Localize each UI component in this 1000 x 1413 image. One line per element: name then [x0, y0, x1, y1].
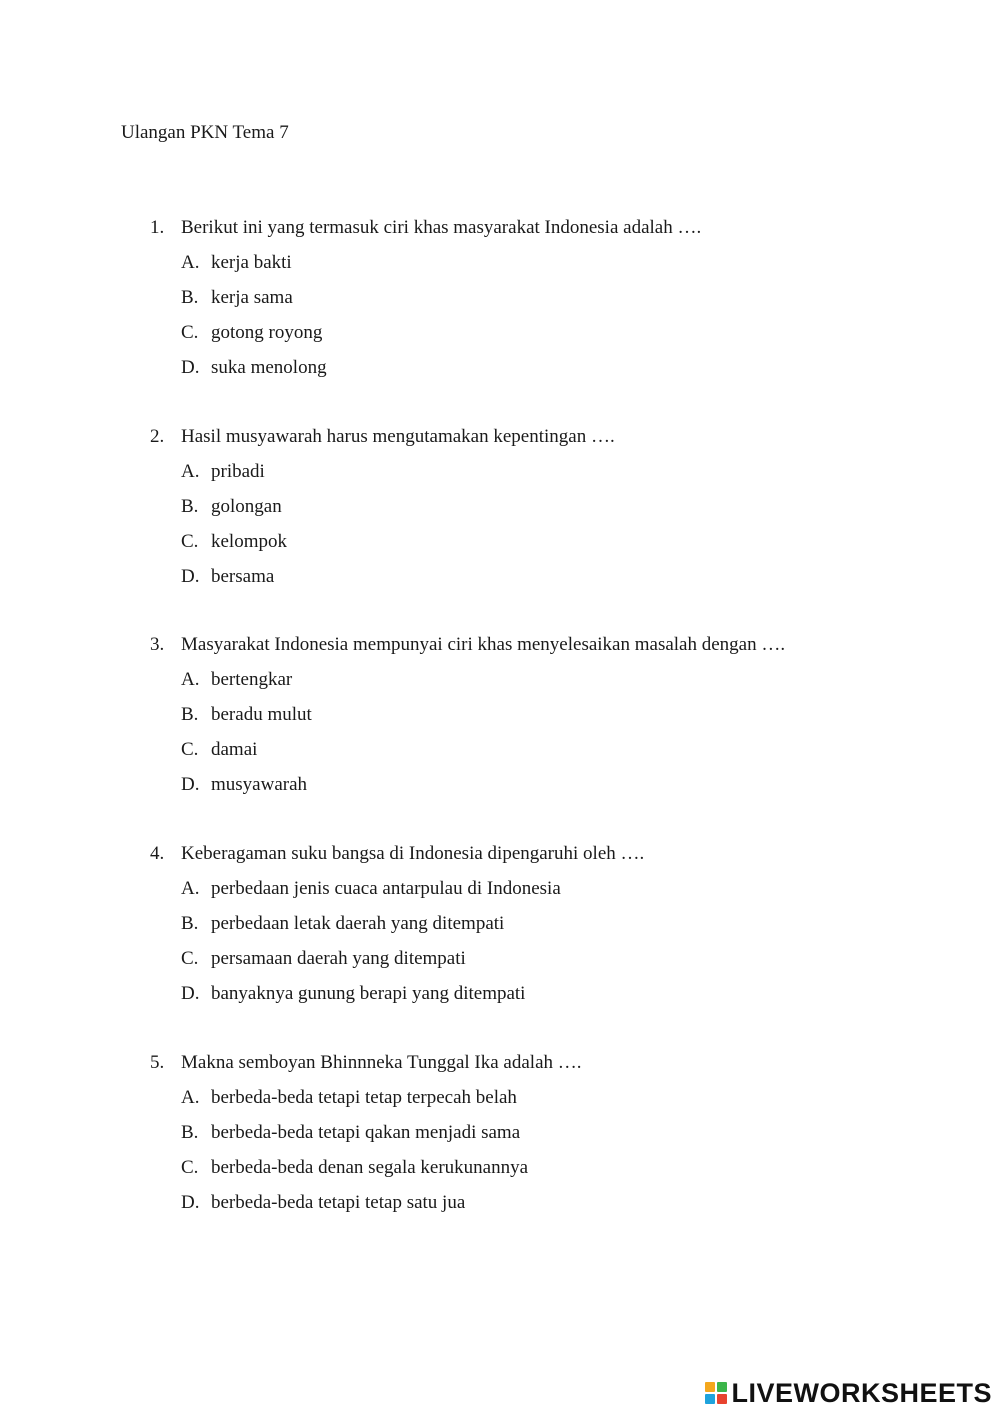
question-3: [150, 633, 910, 797]
question-number: 4.: [150, 843, 165, 864]
option-text: persamaan daerah yang ditempati: [211, 948, 466, 969]
question-number: 5.: [150, 1052, 165, 1073]
question-number: 3.: [150, 634, 165, 655]
options-list: [150, 668, 910, 797]
option-letter: D.: [181, 566, 200, 587]
option-text: gotong royong: [211, 322, 323, 343]
option-text: kerja sama: [211, 287, 293, 308]
option-text: bersama: [211, 566, 275, 587]
option-letter: A.: [181, 669, 200, 690]
option-text: banyaknya gunung berapi yang ditempati: [211, 983, 526, 1004]
option-letter: D.: [181, 774, 200, 795]
option-c[interactable]: [150, 738, 910, 762]
option-letter: C.: [181, 739, 199, 760]
logo-cell-v: [705, 1394, 715, 1404]
option-text: berbeda-beda tetapi tetap terpecah belah: [211, 1087, 517, 1108]
options-list: [150, 1086, 910, 1215]
option-text: musyawarah: [211, 774, 308, 795]
option-a[interactable]: [150, 460, 910, 484]
option-text: perbedaan letak daerah yang ditempati: [211, 913, 505, 934]
option-d[interactable]: [150, 982, 910, 1006]
option-b[interactable]: [150, 912, 910, 936]
question-text: Berikut ini yang termasuk ciri khas masyarakat Indonesia adalah ….: [181, 217, 702, 238]
option-b[interactable]: [150, 495, 910, 519]
option-letter: D.: [181, 357, 200, 378]
logo-cell-i: [717, 1382, 727, 1392]
option-text: berbeda-beda denan segala kerukunannya: [211, 1157, 529, 1178]
option-letter: B.: [181, 704, 199, 725]
option-letter: B.: [181, 287, 199, 308]
option-letter: A.: [181, 252, 200, 273]
option-a[interactable]: [150, 251, 910, 275]
option-letter: C.: [181, 1157, 199, 1178]
option-letter: D.: [181, 983, 200, 1004]
option-letter: B.: [181, 913, 199, 934]
brand-logo-icon: [705, 1382, 727, 1404]
option-b[interactable]: [150, 1121, 910, 1145]
document-title: Ulangan PKN Tema 7: [121, 122, 289, 143]
question-text: Masyarakat Indonesia mempunyai ciri khas menyelesaikan masalah dengan ….: [181, 634, 786, 655]
option-text: kerja bakti: [211, 252, 292, 273]
option-letter: C.: [181, 531, 199, 552]
option-letter: C.: [181, 948, 199, 969]
option-text: beradu mulut: [211, 704, 312, 725]
option-text: perbedaan jenis cuaca antarpulau di Indonesia: [211, 878, 561, 899]
question-text: Keberagaman suku bangsa di Indonesia dipengaruhi oleh ….: [181, 843, 645, 864]
option-d[interactable]: [150, 356, 910, 380]
option-letter: A.: [181, 1087, 200, 1108]
question-4: [150, 842, 910, 1006]
option-letter: B.: [181, 1122, 199, 1143]
option-text: damai: [211, 739, 258, 760]
option-text: pribadi: [211, 461, 265, 482]
option-d[interactable]: [150, 773, 910, 797]
option-c[interactable]: [150, 530, 910, 554]
option-a[interactable]: [150, 877, 910, 901]
options-list: [150, 460, 910, 589]
option-letter: D.: [181, 1192, 200, 1213]
option-b[interactable]: [150, 286, 910, 310]
question-2: [150, 425, 910, 589]
option-d[interactable]: [150, 1191, 910, 1215]
option-text: suka menolong: [211, 357, 327, 378]
option-letter: B.: [181, 496, 199, 517]
option-a[interactable]: [150, 668, 910, 692]
option-d[interactable]: [150, 565, 910, 589]
question-text: Makna semboyan Bhinnneka Tunggal Ika adalah ….: [181, 1052, 582, 1073]
option-letter: C.: [181, 322, 199, 343]
option-text: golongan: [211, 496, 282, 517]
option-text: berbeda-beda tetapi qakan menjadi sama: [211, 1122, 521, 1143]
option-text: berbeda-beda tetapi tetap satu jua: [211, 1192, 466, 1213]
question-5: [150, 1051, 910, 1215]
option-a[interactable]: [150, 1086, 910, 1110]
options-list: [150, 251, 910, 380]
option-letter: A.: [181, 878, 200, 899]
question-number: 1.: [150, 217, 165, 238]
options-list: [150, 877, 910, 1006]
option-text: bertengkar: [211, 669, 293, 690]
option-letter: A.: [181, 461, 200, 482]
option-c[interactable]: [150, 321, 910, 345]
brand-name: LIVEWORKSHEETS: [731, 1378, 992, 1408]
option-c[interactable]: [150, 1156, 910, 1180]
question-1: [150, 216, 910, 380]
logo-cell-l: [705, 1382, 715, 1392]
question-text: Hasil musyawarah harus mengutamakan kepentingan ….: [181, 426, 615, 447]
liveworksheets-logo: [705, 1378, 992, 1408]
option-c[interactable]: [150, 947, 910, 971]
option-b[interactable]: [150, 703, 910, 727]
option-text: kelompok: [211, 531, 287, 552]
question-number: 2.: [150, 426, 165, 447]
logo-cell-e: [717, 1394, 727, 1404]
